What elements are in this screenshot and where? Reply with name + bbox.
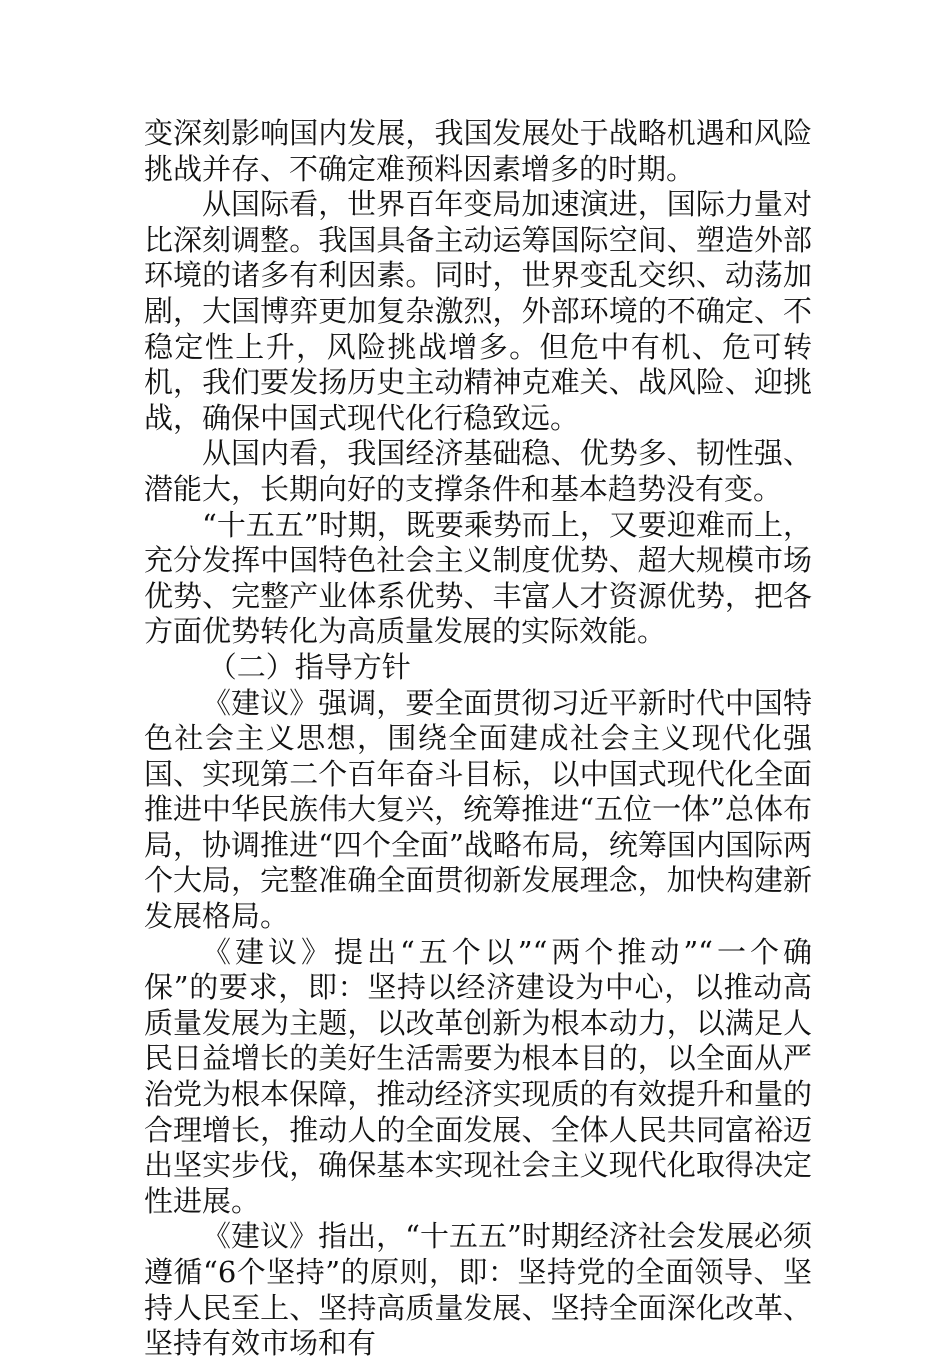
paragraph-international: 从国际看，世界百年变局加速演进，国际力量对比深刻调整。我国具备主动运筹国际空间、塑造外部环境的诸多有利因素。同时，世界变乱交织、动荡加剧，大国博弈更加复杂激烈，外部环境的不确定、不稳定性上升，风险挑战增多。但危中有机、危可转机，我们要发扬历史主动精神克难关、战风险、迎挑战，确保中国式现代化行稳致远。 <box>144 187 812 435</box>
paragraph-domestic: 从国内看，我国经济基础稳、优势多、韧性强、潜能大，长期向好的支撑条件和基本趋势没有变。 <box>144 436 812 506</box>
document-body <box>144 116 812 1362</box>
section-heading-guiding-policy: （二）指导方针 <box>207 649 411 684</box>
paragraph-proposal-principles: 《建议》指出，“十五五”时期经济社会发展必须遵循“6个坚持”的原则，即：坚持党的全面领导、坚持人民至上、坚持高质量发展、坚持全面深化改革、坚持有效市场和有 <box>144 1219 812 1361</box>
paragraph-proposal-requirements: 《建议》提出“五个以”“两个推动”“一个确保”的要求，即：坚持以经济建设为中心，以推动高质量发展为主题，以改革创新为根本动力，以满足人民日益增长的美好生活需要为根本目的，以全面从严治党为根本保障，推动经济实现质的有效提升和量的合理增长，推动人的全面发展、全体人民共同富裕迈出坚实步伐，确保基本实现社会主义现代化取得决定性进展。 <box>144 934 812 1218</box>
paragraph-proposal-emphasis: 《建议》强调，要全面贯彻习近平新时代中国特色社会主义思想，围绕全面建成社会主义现代化强国、实现第二个百年奋斗目标，以中国式现代化全面推进中华民族伟大复兴，统筹推进“五位一体”总体布局，协调推进“四个全面”战略布局，统筹国内国际两个大局，完整准确全面贯彻新发展理念，加快构建新发展格局。 <box>144 685 812 934</box>
paragraph-fifteenth-plan: “十五五”时期，既要乘势而上，又要迎难而上，充分发挥中国特色社会主义制度优势、超大规模市场优势、完整产业体系优势、丰富人才资源优势，把各方面优势转化为高质量发展的实际效能。 <box>144 507 812 649</box>
paragraph-continuation: 变深刻影响国内发展，我国发展处于战略机遇和风险挑战并存、不确定难预料因素增多的时期。 <box>144 116 812 186</box>
